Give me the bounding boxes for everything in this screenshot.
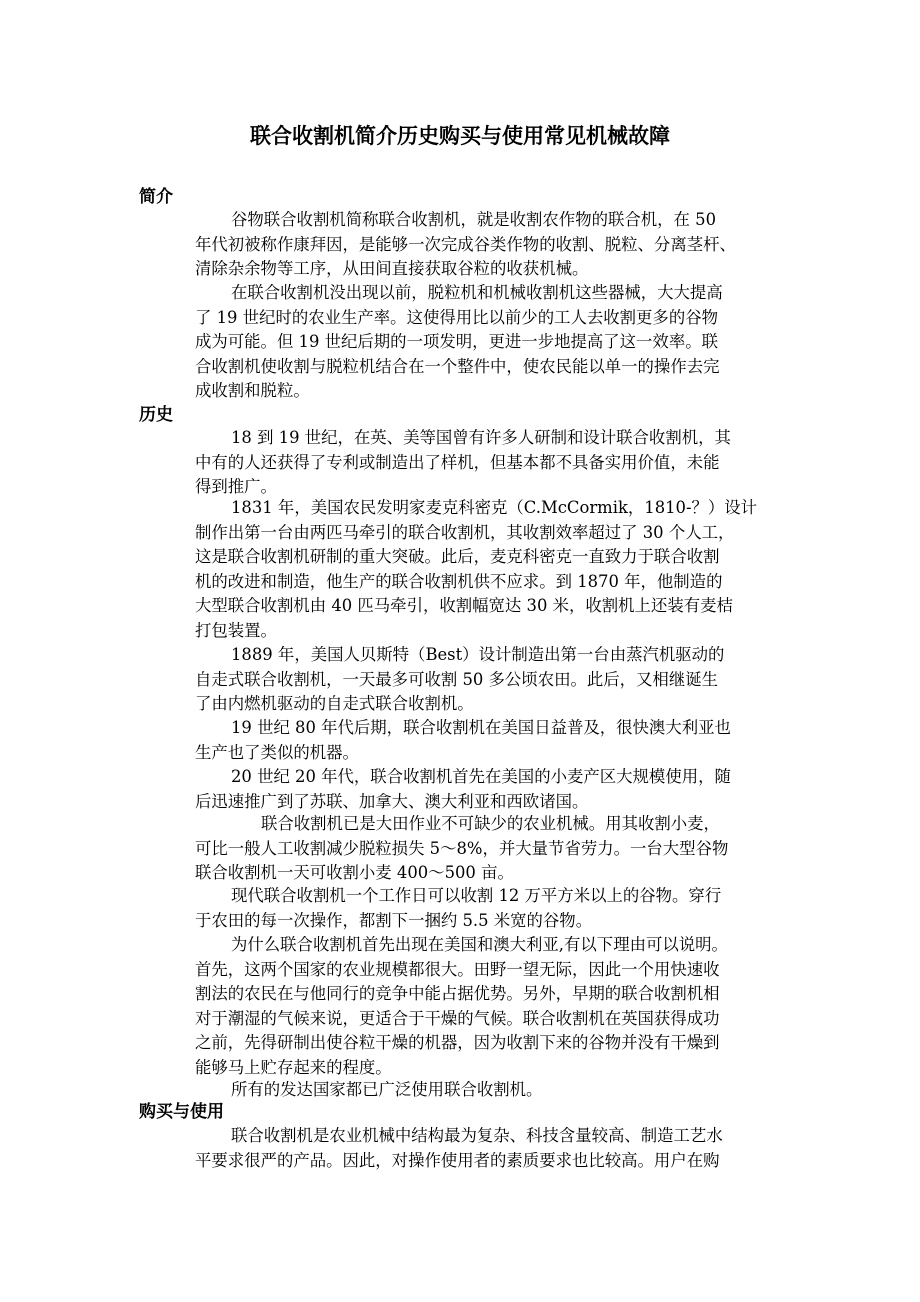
history-paragraph-9: 所有的发达国家都已广泛使用联合收割机。 [231, 1080, 543, 1099]
history-paragraph-8: 为什么联合收割机首先出现在美国和澳大利亚,有以下理由可以说明。 首先，这两个国家的农业规模都很大。田野一望无际，因此一个用快速收 割法的农民在与他同行的竞争中能占据优势。另外，早期的联合收割机相 对于潮湿的气候来说，更适合于干燥的气候。联合收割机在英国获得成功 之前，先得研制出使谷粒干燥的机器，因为收割下来的谷物并没有干燥到 能够马上贮存起来的程度。 [195, 935, 728, 1077]
history-paragraph-2: 1831 年，美国农民发明家麦克科密克（C.McCormik，1810-？）设计 制作出第一台由两匹马牵引的联合收割机，其收割效率超过了 30 个人工， 这是联合收割机研制的重大突破。此后，麦克科密克一直致力于联合收割 机的改进和制造，他生产的联合收割机供不应求。到 1870 年，他制造的 大型联合收割机由 40 匹马牵引，收割幅宽达 30 米，收割机上还装有麦桔 打包装置。 [195, 498, 758, 640]
section-heading-purchase: 购买与使用 [139, 1102, 224, 1122]
history-paragraph-1: 18 到 19 世纪，在英、美等国曾有许多人研制和设计联合收割机，其 中有的人还获得了专利或制造出了样机，但基本都不具备实用价值，未能 得到推广。 [195, 428, 731, 496]
section-heading-history: 历史 [139, 405, 173, 425]
history-paragraph-4: 19 世纪 80 年代后期，联合收割机在美国日益普及，很快澳大利亚也 生产也了类似的机器。 [195, 718, 731, 762]
intro-paragraph-1: 谷物联合收割机简称联合收割机，就是收割农作物的联合机，在 50 年代初被称作康拜因，是能够一次完成谷类作物的收割、脱粒、分离茎杆、 清除杂余物等工序，从田间直接获取谷粒的收获机械。 [195, 210, 736, 278]
history-paragraph-3: 1889 年，美国人贝斯特（Best）设计制造出第一台由蒸汽机驱动的 自走式联合收割机，一天最多可收割 50 多公顷农田。此后，又相继诞生 了由内燃机驱动的自走式联合收割机。 [195, 645, 725, 713]
section-heading-intro: 简介 [139, 187, 173, 207]
history-paragraph-6: 联合收割机已是大田作业不可缺少的农业机械。用其收割小麦， 可比一般人工收割减少脱粒损失 5～8%，并大量节省劳力。一台大型谷物 联合收割机一天可收割小麦 400～500 亩。 [195, 814, 729, 882]
purchase-paragraph-1: 联合收割机是农业机械中结构最为复杂、科技含量较高、制造工艺水 平要求很严的产品。因此，对操作使用者的素质要求也比较高。用户在购 [195, 1126, 723, 1170]
intro-paragraph-2: 在联合收割机没出现以前，脱粒机和机械收割机这些器械，大大提高 了 19 世纪时的农业生产率。这使得用比以前少的工人去收割更多的谷物 成为可能。但 19 世纪后期的一项发明，更进一步地提高了这一效率。联 合收割机使收割与脱粒机结合在一个整件中，使农民能以单一的操作去完 成收割和脱粒。 [195, 283, 723, 400]
document-title: 联合收割机简介历史购买与使用常见机械故障 [250, 123, 670, 148]
history-paragraph-5: 20 世纪 20 年代，联合收割机首先在美国的小麦产区大规模使用，随 后迅速推广到了苏联、加拿大、澳大利亚和西欧诸国。 [195, 767, 731, 811]
history-paragraph-7: 现代联合收割机一个工作日可以收割 12 万平方米以上的谷物。穿行 于农田的每一次操作，都割下一捆约 5.5 米宽的谷物。 [195, 886, 722, 930]
